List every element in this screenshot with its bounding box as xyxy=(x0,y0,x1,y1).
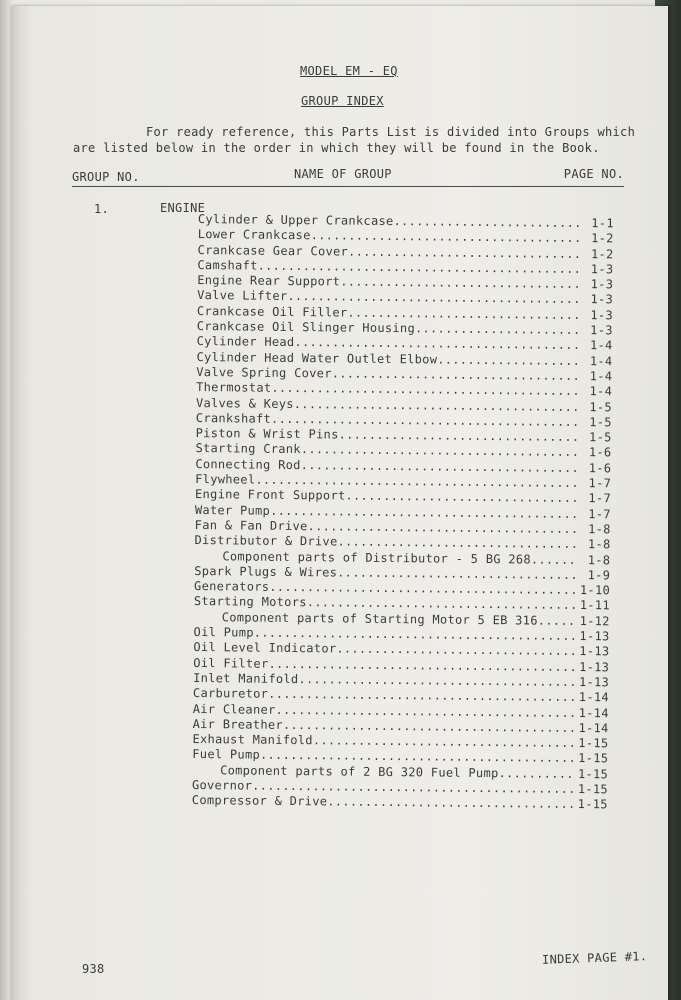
entry-name: Oil Level Indicator xyxy=(193,640,337,656)
entry-page: 1-8 xyxy=(587,552,611,567)
leader-dots xyxy=(252,779,574,796)
entry-page: 1-9 xyxy=(587,567,611,583)
entry-name: Component parts of Distributor - 5 BG 268 xyxy=(222,548,531,567)
entry-page: 1-3 xyxy=(590,292,614,307)
entry-name: Crankshaft xyxy=(195,410,272,426)
leader-dots xyxy=(313,733,575,750)
group-number: 1. xyxy=(94,202,110,216)
entry-page: 1-13 xyxy=(578,674,610,690)
entry-name: Piston & Wrist Pins xyxy=(195,426,339,442)
leader-dots xyxy=(269,580,576,597)
entry-name: Crankcase Gear Cover xyxy=(197,242,349,259)
leader-dots xyxy=(298,672,575,689)
entry-page: 1-15 xyxy=(577,766,609,782)
entry-page: 1-15 xyxy=(578,736,609,751)
entry-page: 1-12 xyxy=(579,613,610,629)
entry-page: 1-13 xyxy=(579,644,610,659)
leader-dots xyxy=(311,228,580,245)
entry-page: 1-11 xyxy=(579,598,610,613)
entry-name: Spark Plugs & Wires xyxy=(194,563,338,580)
leader-dots xyxy=(276,702,575,719)
entry-name: Fan & Fan Drive xyxy=(194,517,308,534)
entry-name: Generators xyxy=(194,579,270,594)
entry-name: Air Breather xyxy=(192,716,284,732)
group-index-title: GROUP INDEX xyxy=(301,94,384,108)
leader-dots xyxy=(271,412,578,429)
column-header-group-no: GROUP NO. xyxy=(72,170,140,184)
entry-name: Cylinder Head Water Outlet Elbow xyxy=(196,349,438,367)
leader-dots xyxy=(258,259,580,276)
leader-dots xyxy=(268,687,575,704)
model-title: MODEL EM - EQ xyxy=(300,64,398,78)
entry-page: 1-3 xyxy=(590,262,614,277)
group-name: ENGINE xyxy=(160,201,206,215)
leader-dots xyxy=(294,397,578,414)
index-entries xyxy=(192,212,614,813)
entry-name: Compressor & Drive xyxy=(191,793,328,809)
entry-page: 1-15 xyxy=(578,751,609,766)
leader-dots xyxy=(268,656,575,673)
entry-page: 1-4 xyxy=(589,353,613,369)
leader-dots xyxy=(498,766,574,781)
leader-dots xyxy=(332,366,579,383)
leader-dots xyxy=(337,565,576,582)
leader-dots xyxy=(531,552,577,566)
intro-line-1: For ready reference, this Parts List is divided into Groups which xyxy=(146,125,636,139)
entry-name: Flywheel xyxy=(195,472,256,487)
document-page xyxy=(10,6,668,1000)
entry-page: 1-4 xyxy=(589,369,613,384)
entry-name: Valve Lifter xyxy=(197,288,288,304)
entry-name: Valves & Keys xyxy=(195,395,294,411)
leader-dots xyxy=(270,503,577,520)
leader-dots xyxy=(287,289,579,306)
entry-name: Cylinder & Upper Crankcase xyxy=(197,212,394,229)
footer-index-page: INDEX PAGE #1. xyxy=(541,949,648,967)
entry-page: 1-7 xyxy=(588,506,611,521)
entry-page: 1-8 xyxy=(587,537,611,552)
entry-page: 1-14 xyxy=(578,705,609,720)
column-header-row xyxy=(72,168,624,187)
leader-dots xyxy=(345,489,577,505)
entry-page: 1-4 xyxy=(589,338,613,353)
entry-page: 1-14 xyxy=(578,690,610,705)
column-header-page-no: PAGE NO. xyxy=(563,167,624,181)
entry-page: 1-3 xyxy=(590,323,613,338)
entry-name: Engine Rear Support xyxy=(197,273,341,289)
entry-name: Fuel Pump xyxy=(192,747,261,763)
entry-page: 1-15 xyxy=(577,781,609,797)
leader-dots xyxy=(437,352,578,367)
entry-page: 1-10 xyxy=(579,583,611,598)
index-entry xyxy=(192,793,608,813)
entry-name: Governor xyxy=(191,777,253,793)
entry-page: 1-2 xyxy=(590,246,614,261)
leader-dots xyxy=(283,718,575,735)
entry-page: 1-7 xyxy=(588,476,612,491)
leader-dots xyxy=(327,795,574,812)
entry-name: Crankcase Oil Filler xyxy=(196,303,348,320)
leader-dots xyxy=(254,626,576,643)
entry-name: Distributor & Drive xyxy=(194,533,338,549)
entry-name: Component parts of Starting Motor 5 EB 316 xyxy=(221,609,538,628)
leader-dots xyxy=(294,335,578,352)
leader-dots xyxy=(336,642,575,659)
entry-page: 1-1 xyxy=(591,216,614,231)
entry-name: Exhaust Manifold xyxy=(192,732,313,748)
leader-dots xyxy=(255,473,577,490)
entry-name: Starting Motors xyxy=(193,594,307,610)
leader-dots xyxy=(337,535,576,552)
leader-dots xyxy=(347,305,579,321)
entry-name: Carburetor xyxy=(192,686,269,701)
entry-name: Oil Filter xyxy=(193,655,269,671)
entry-name: Water Pump xyxy=(194,502,271,518)
entry-name: Engine Front Support xyxy=(194,487,346,503)
entry-name: Oil Pump xyxy=(193,624,254,640)
entry-page: 1-13 xyxy=(579,629,610,644)
leader-dots xyxy=(340,275,579,292)
entry-name: Thermostat xyxy=(196,380,272,396)
entry-page: 1-13 xyxy=(579,659,610,674)
leader-dots xyxy=(271,381,578,398)
entry-page: 1-6 xyxy=(588,445,612,460)
leader-dots xyxy=(301,458,578,475)
entry-page: 1-4 xyxy=(589,384,613,399)
entry-page: 1-5 xyxy=(589,414,612,430)
entry-name: Camshaft xyxy=(197,257,258,273)
entry-page: 1-5 xyxy=(589,430,612,445)
leader-dots xyxy=(538,613,576,627)
entry-name: Air Cleaner xyxy=(192,701,276,717)
column-header-name: NAME OF GROUP xyxy=(294,167,392,181)
entry-name: Component parts of 2 BG 320 Fuel Pump xyxy=(220,762,499,780)
leader-dots xyxy=(393,214,579,230)
leader-dots xyxy=(260,748,574,765)
entry-page: 1-14 xyxy=(578,720,609,736)
entry-name: Lower Crankcase xyxy=(197,227,311,243)
entry-name: Crankcase Oil Slinger Housing xyxy=(196,319,416,336)
leader-dots xyxy=(348,244,580,260)
leader-dots xyxy=(307,596,576,613)
entry-name: Cylinder Head xyxy=(196,334,295,350)
entry-page: 1-3 xyxy=(590,307,614,323)
entry-page: 1-7 xyxy=(588,491,612,506)
leader-dots xyxy=(339,428,578,445)
leader-dots xyxy=(308,519,577,536)
entry-page: 1-15 xyxy=(577,797,608,812)
intro-line-2: are listed below in the order in which they will be found in the Book. xyxy=(73,141,600,155)
leader-dots xyxy=(301,443,578,460)
entry-page: 1-6 xyxy=(588,460,612,476)
entry-page: 1-8 xyxy=(588,522,611,537)
entry-page: 1-2 xyxy=(591,231,614,246)
entry-page: 1-3 xyxy=(590,277,614,292)
entry-page: 1-5 xyxy=(589,399,613,414)
footer-page-number: 938 xyxy=(82,962,105,976)
entry-name: Starting Crank xyxy=(195,441,301,457)
entry-name: Connecting Rod xyxy=(195,456,301,472)
leader-dots xyxy=(415,321,579,337)
entry-name: Valve Spring Cover xyxy=(196,364,332,381)
entry-name: Inlet Manifold xyxy=(193,670,299,686)
